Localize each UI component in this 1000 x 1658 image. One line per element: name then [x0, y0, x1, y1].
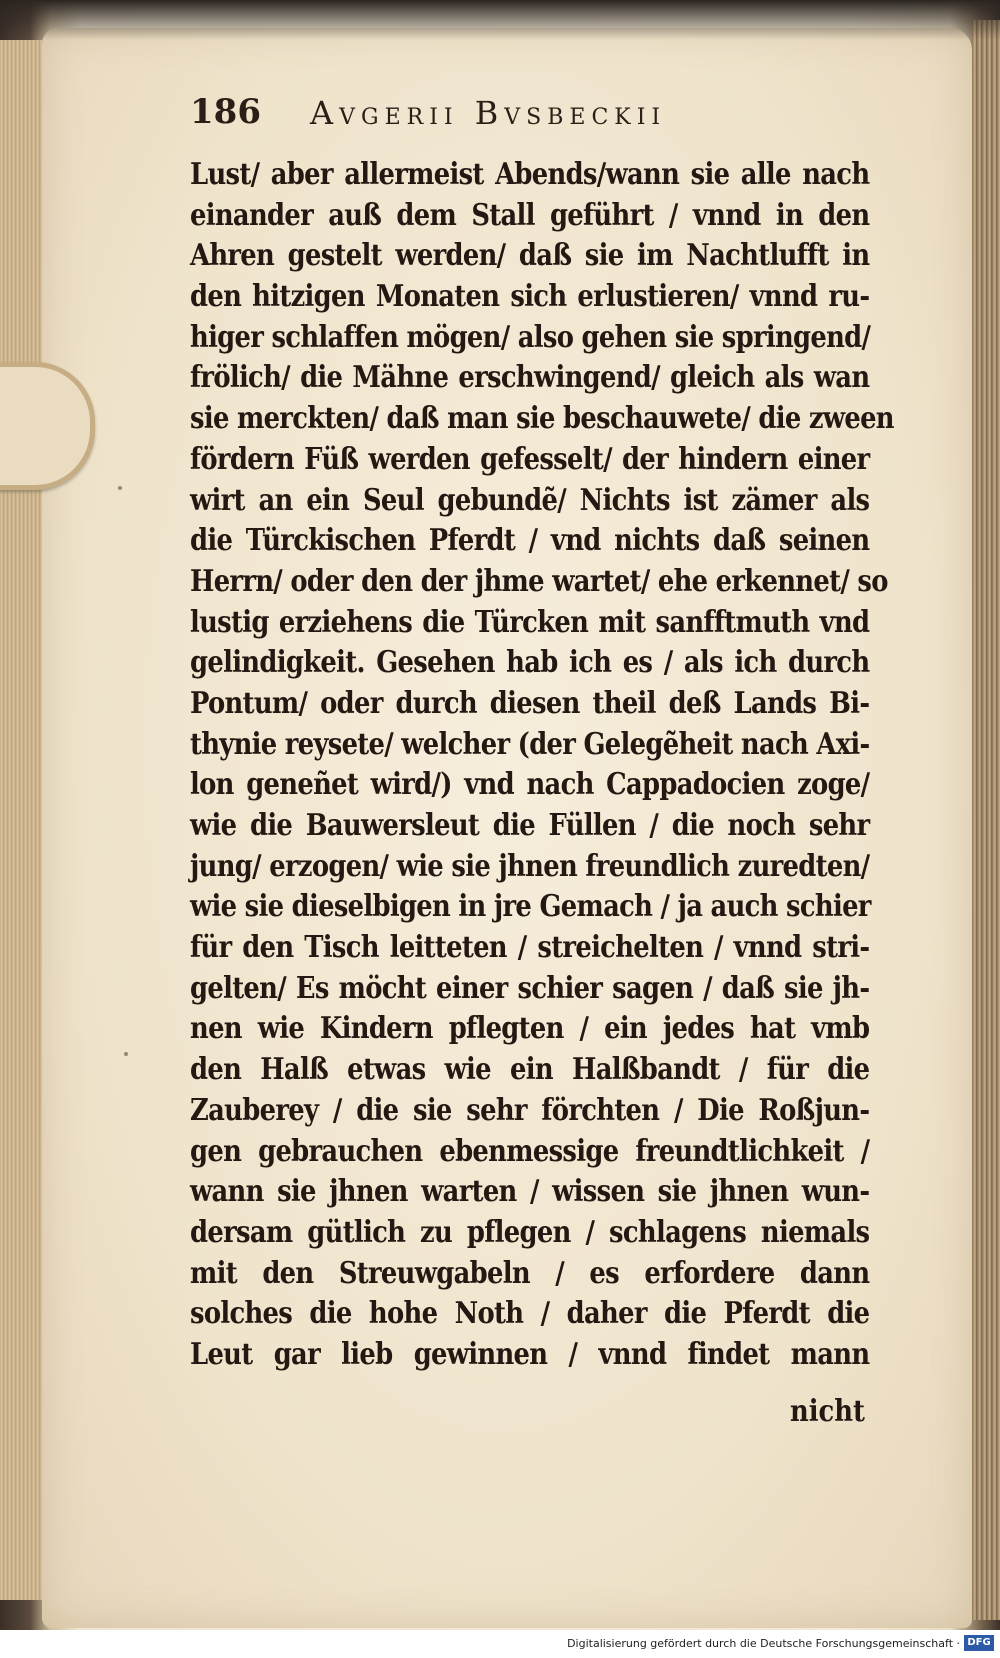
catchword: nicht	[790, 1394, 865, 1429]
text-line: jung/ erzogen/ wie sie jhnen freundlich zuredten/	[190, 848, 870, 884]
text-line: wie die Bauwersleut die Füllen / die noch sehr	[190, 808, 870, 843]
text-line: wie sie dieselbigen in jre Gemach / ja auch schier	[190, 889, 871, 925]
text-line: sie merckten/ daß man sie beschauwete/ die zween	[190, 401, 894, 437]
paper-speck	[124, 1052, 128, 1056]
text-line: die Türckischen Pferdt / vnd nichts daß seinen	[190, 523, 870, 559]
footer-bar	[0, 1630, 1000, 1658]
text-line: gelindigkeit. Gesehen hab ich es / als ich durch	[190, 645, 870, 681]
text-line: nen wie Kindern pflegten / ein jedes hat vmb	[190, 1011, 870, 1047]
page-number: 186	[190, 92, 261, 132]
text-line: wirt an ein Seul gebundẽ/ Nichts ist zämer als	[190, 482, 870, 518]
text-line: Pontum/ oder durch diesen theil deß Lands Bi-	[190, 685, 870, 721]
text-line: den Halß etwas wie ein Halßbandt / für die	[190, 1052, 870, 1088]
text-line: wann sie jhnen warten / wissen sie jhnen wun-	[190, 1174, 870, 1210]
text-line: lon geneñet wird/) vnd nach Cappadocien zoge/	[190, 767, 870, 803]
text-line: Ahren gestelt werden/ daß sie im Nachtlufft in	[190, 238, 870, 274]
text-line: Zauberey / die sie sehr förchten / Die Roßjun-	[190, 1092, 870, 1128]
book-gutter-right	[972, 20, 1000, 1620]
text-line: frölich/ die Mähne erschwingend/ gleich als wan	[190, 360, 870, 396]
text-line: gen gebrauchen ebenmessige freundtlichkeit /	[190, 1133, 870, 1169]
text-line: mit den Streuwgabeln / es erfordere dann	[190, 1255, 870, 1291]
text-line: für den Tisch leitteten / streichelten / vnnd stri-	[190, 930, 870, 966]
text-line: higer schlaffen mögen/ also gehen sie springend/	[190, 319, 871, 355]
running-head	[190, 92, 810, 152]
text-line: einander auß dem Stall geführt / vnnd in den	[190, 197, 870, 233]
funding-credit: Digitalisierung gefördert durch die Deutsche Forschungsgemeinschaft ·	[567, 1637, 960, 1650]
running-title: Avgerii Bvsbeckii	[310, 94, 667, 132]
body-text	[190, 155, 894, 1376]
page-edge-left	[0, 40, 42, 1600]
dfg-logo: DFG	[964, 1635, 994, 1651]
text-line: solches die hohe Noth / daher die Pferdt die	[190, 1296, 870, 1332]
top-shadow	[0, 0, 1000, 40]
text-line: Leut gar lieb gewinnen / vnnd findet mann	[190, 1336, 870, 1372]
text-line: den hitzigen Monaten sich erlustieren/ vnnd ru-	[190, 279, 870, 315]
text-line: fördern Füß werden gefesselt/ der hindern einer	[190, 441, 870, 477]
text-line: Lust/ aber allermeist Abends/wann sie alle nach	[190, 157, 870, 192]
text-line: lustig erziehens die Türcken mit sanfftmuth vnd	[190, 604, 870, 640]
text-line: dersam gütlich zu pflegen / schlagens niemals	[190, 1214, 870, 1250]
text-line: gelten/ Es möcht einer schier sagen / daß sie jh-	[190, 970, 870, 1006]
text-line: Herrn/ oder den der jhme wartet/ ehe erkennet/ so	[190, 563, 888, 599]
paper-speck	[118, 486, 122, 490]
text-line: thynie reysete/ welcher (der Gelegẽheit nach Axi-	[190, 726, 870, 762]
